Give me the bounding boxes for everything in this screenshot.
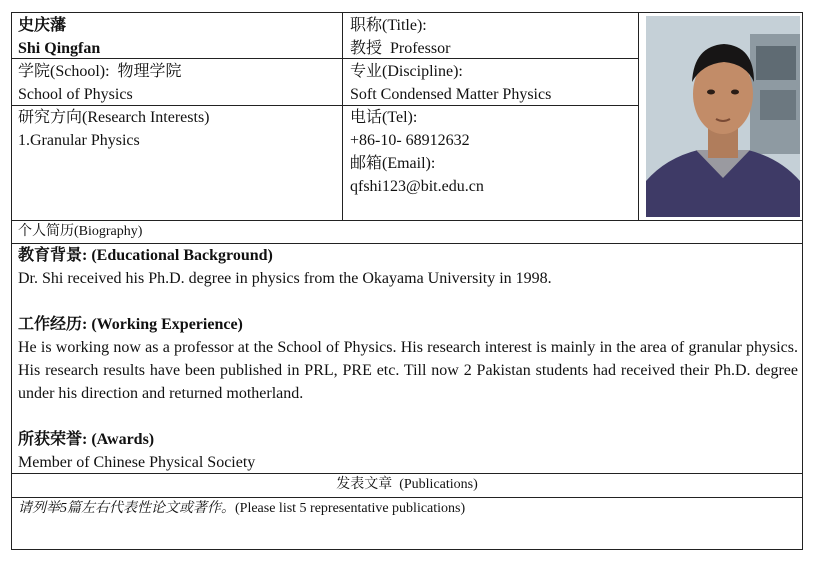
publications-header: 发表文章 (Publications)	[336, 477, 478, 492]
work-heading: 工作经历: (Working Experience)	[18, 316, 243, 333]
person-portrait-photo	[646, 16, 800, 217]
biography-body	[18, 244, 798, 474]
column-divider-left	[342, 13, 343, 220]
title-label: 职称(Title):	[350, 17, 427, 34]
title-value: 教授 Professor	[350, 40, 451, 57]
awards-text: Member of Chinese Physical Society	[18, 454, 256, 471]
education-heading: 教育背景: (Educational Background)	[18, 247, 273, 264]
row-divider-1	[12, 58, 638, 59]
profile-form-table	[11, 12, 803, 550]
publications-note-zh: 请列举5篇左右代表性论文或著作。	[18, 501, 235, 516]
work-text: He is working now as a professor at the School of Physics. His research interest is mainly in the area of granular physics. His research results have been published in PRL, PRE etc. Till now 2 Pakistan students had received their Ph.D. degree under his direction and returned motherland.	[18, 339, 798, 402]
school-label: 学院(School): 物理学院	[18, 63, 182, 80]
discipline-label: 专业(Discipline):	[350, 63, 463, 80]
research-item: 1.Granular Physics	[18, 132, 140, 149]
portrait-illustration	[646, 16, 800, 217]
awards-heading: 所获荣誉: (Awards)	[18, 431, 155, 448]
publications-note	[18, 499, 465, 519]
school-value: School of Physics	[18, 86, 133, 103]
research-cell	[18, 106, 210, 152]
name-zh: 史庆藩	[18, 17, 67, 34]
discipline-cell	[350, 60, 551, 106]
row-divider-pub-header	[12, 497, 802, 498]
name-cell	[18, 14, 100, 60]
education-text: Dr. Shi received his Ph.D. degree in physics from the Okayama University in 1998.	[18, 270, 552, 287]
biography-header: 个人简历(Biography)	[18, 224, 143, 239]
email-label: 邮箱(Email):	[350, 155, 436, 172]
tel-label: 电话(Tel):	[350, 109, 418, 126]
row-divider-info-bottom	[12, 220, 802, 221]
school-cell	[18, 60, 182, 106]
publications-note-en: (Please list 5 representative publications)	[235, 501, 466, 516]
discipline-value: Soft Condensed Matter Physics	[350, 86, 552, 103]
tel-value: +86-10- 68912632	[350, 132, 470, 149]
research-label: 研究方向(Research Interests)	[18, 109, 210, 126]
email-value: qfshi123@bit.edu.cn	[350, 178, 484, 195]
contact-cell	[350, 106, 484, 198]
column-divider-right	[638, 13, 639, 220]
title-cell	[350, 14, 450, 60]
name-en: Shi Qingfan	[18, 40, 101, 57]
